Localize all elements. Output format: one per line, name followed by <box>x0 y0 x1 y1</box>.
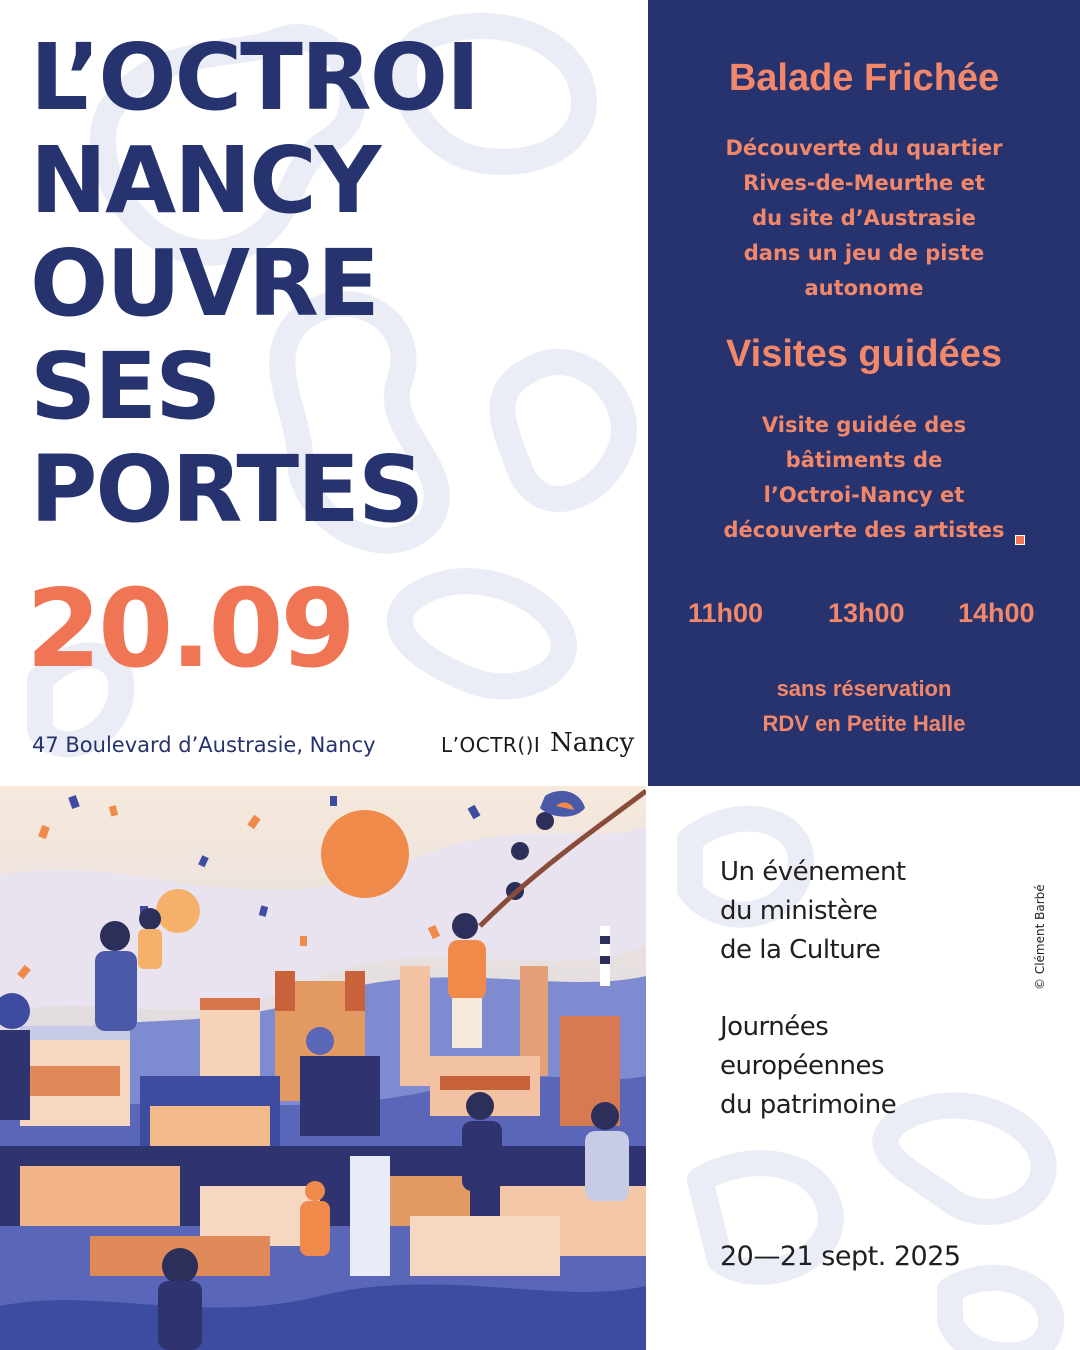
ministry-text <box>720 853 906 970</box>
visites-title: Visites guidées <box>726 333 1002 375</box>
nancy-logo: Nancy <box>550 728 635 758</box>
headline <box>30 26 478 541</box>
visites-line-3: l’Octroi-Nancy et <box>763 483 965 507</box>
small-square-icon <box>1015 535 1025 545</box>
meeting-point-note: RDV en Petite Halle <box>762 711 966 736</box>
illustration-credit: © Clément Barbé <box>1033 884 1047 990</box>
time-slot-1: 11h00 <box>688 598 764 628</box>
visites-line-1: Visite guidée des <box>761 413 967 437</box>
jep-line-2: européennes <box>720 1051 884 1081</box>
ministry-line-2: du ministère <box>720 896 878 926</box>
balade-line-2: Rives-de-Meurthe et <box>743 171 985 195</box>
headline-line-5: PORTES <box>30 436 423 543</box>
balade-line-5: autonome <box>804 276 924 300</box>
octroi-logo: L’OCTR()I <box>441 733 541 757</box>
balade-line-3: du site d’Austrasie <box>752 206 976 230</box>
address: 47 Boulevard d’Austrasie, Nancy <box>32 733 376 757</box>
ministry-line-1: Un événement <box>720 857 906 887</box>
jep-line-1: Journées <box>720 1012 829 1042</box>
visites-line-4: découverte des artistes <box>723 518 1005 542</box>
no-reservation-note: sans réservation <box>776 676 952 701</box>
balade-title: Balade Frichée <box>728 57 1000 99</box>
jep-line-3: du patrimoine <box>720 1090 897 1120</box>
time-slot-2: 13h00 <box>828 598 905 628</box>
info-panel <box>648 0 1080 786</box>
balade-line-1: Découverte du quartier <box>725 136 1003 160</box>
headline-line-2: NANCY <box>30 127 380 234</box>
headline-line-4: SES <box>30 333 220 440</box>
time-slot-3: 14h00 <box>958 598 1035 628</box>
jep-text <box>720 1008 896 1125</box>
event-date: 20.09 <box>26 567 353 692</box>
ministry-line-3: de la Culture <box>720 935 881 965</box>
jep-dates: 20—21 sept. 2025 <box>720 1241 961 1272</box>
headline-line-1: L’OCTROI <box>30 24 479 131</box>
city-crowd-illustration <box>0 786 646 1350</box>
headline-line-3: OUVRE <box>30 230 378 337</box>
visites-line-2: bâtiments de <box>785 448 943 472</box>
balade-line-4: dans un jeu de piste <box>743 241 985 265</box>
